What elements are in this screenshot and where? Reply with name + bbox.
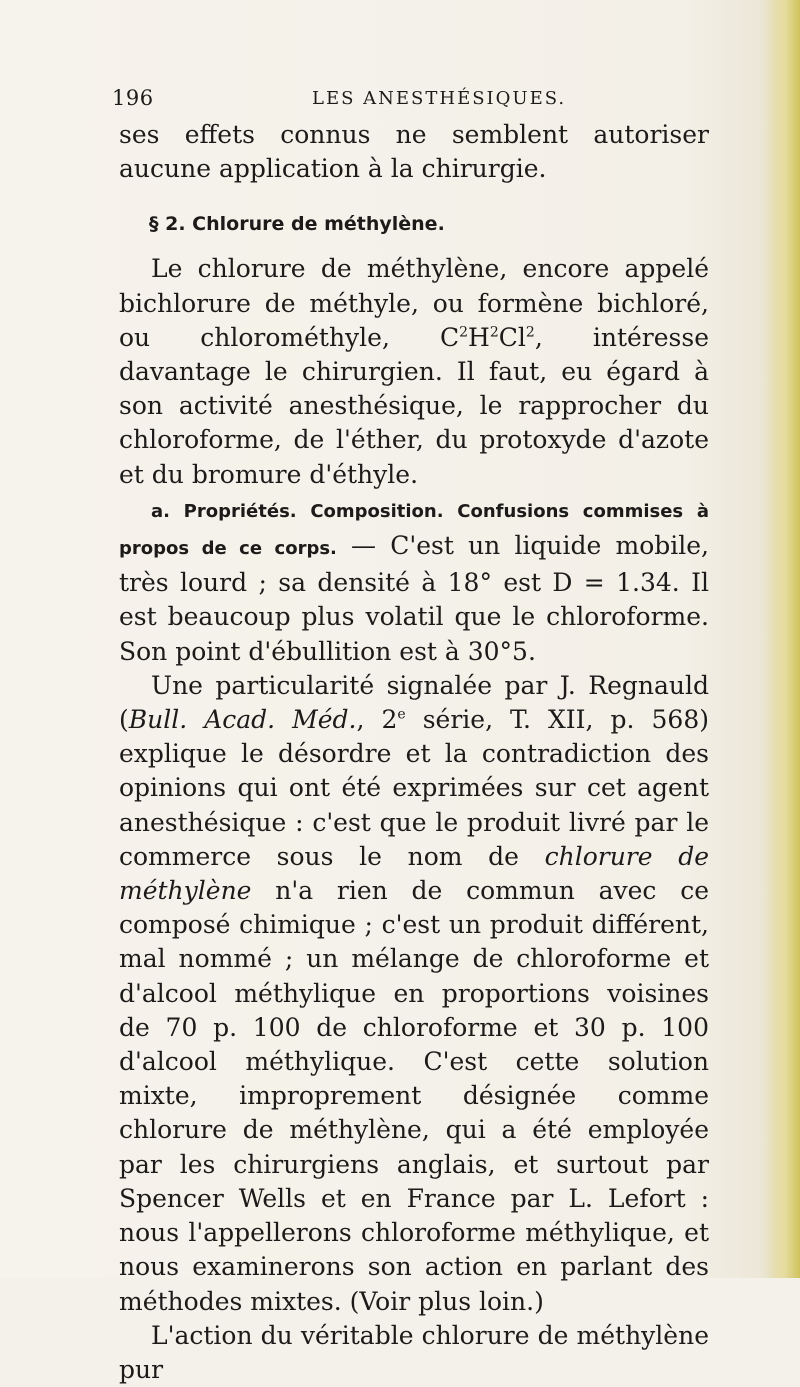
body-text (119, 118, 709, 1387)
paragraph-intro: Le chlorure de méthylène, encore appelé bichlorure de méthyle, ou formène bichloré, ou chlorométhyle, $C^2H^2Cl^2$, intéresse davantage le chirurgien. Il faut, eu égard à son activité anesthésique, le rapprocher du chloroforme, de l'éther, du protoxyde d'azote et du bromure d'éthyle. (119, 254, 709, 489)
citation: Bull. Acad. Méd. (128, 705, 357, 735)
paragraph-properties: a. Propriétés. Composition. Confusions commises à propos de ce corps. — C'est un liquide mobile, très lourd ; sa densité à 18° est D = 1.34. Il est beaucoup plus volatil que le chloroforme. Son point d'ébullition est à 30°5. (119, 500, 709, 666)
term-italic: chlorure de méthylène (119, 841, 710, 906)
page-header (112, 86, 702, 116)
paragraph-continuation: ses effets connus ne semblent autoriser aucune application à la chirurgie. (119, 120, 709, 184)
page-edge-stain (766, 0, 800, 1278)
paragraph-regnauld: Une particularité signalée par J. Regnauld (Bull. Acad. Méd., 2e série, T. XII, p. 568) explique le désordre et la contradiction des opinions qui ont été exprimées sur cet agent anesthésique : c'est que le produit livré par le commerce sous le nom de chlorure de méthylène n'a rien de commun avec ce composé chimique ; c'est un produit différent, mal nommé ; un mélange de chloroforme et d'alcool méthylique en proportions voisines de 70 p. 100 de chloroforme et 30 p. 100 d'alcool méthylique. C'est cette solution mixte, improprement désignée comme chlorure de méthylène, qui a été employée par les chirurgiens anglais, et surtout par Spencer Wells et en France par L. Lefort : nous l'appellerons chloroforme méthylique, et nous examinerons son action en parlant des méthodes mixtes. (Voir plus loin.) (119, 670, 710, 1316)
running-title: LES ANESTHÉSIQUES. (312, 88, 567, 109)
paragraph-last-line: L'action du véritable chlorure de méthylène pur (119, 1320, 709, 1384)
subsection-heading: a. Propriétés. Composition. Confusions commises à propos de ce corps. (119, 500, 709, 560)
section-heading: § 2. Chlorure de méthylène. (149, 213, 445, 236)
page-number: 196 (112, 86, 154, 110)
